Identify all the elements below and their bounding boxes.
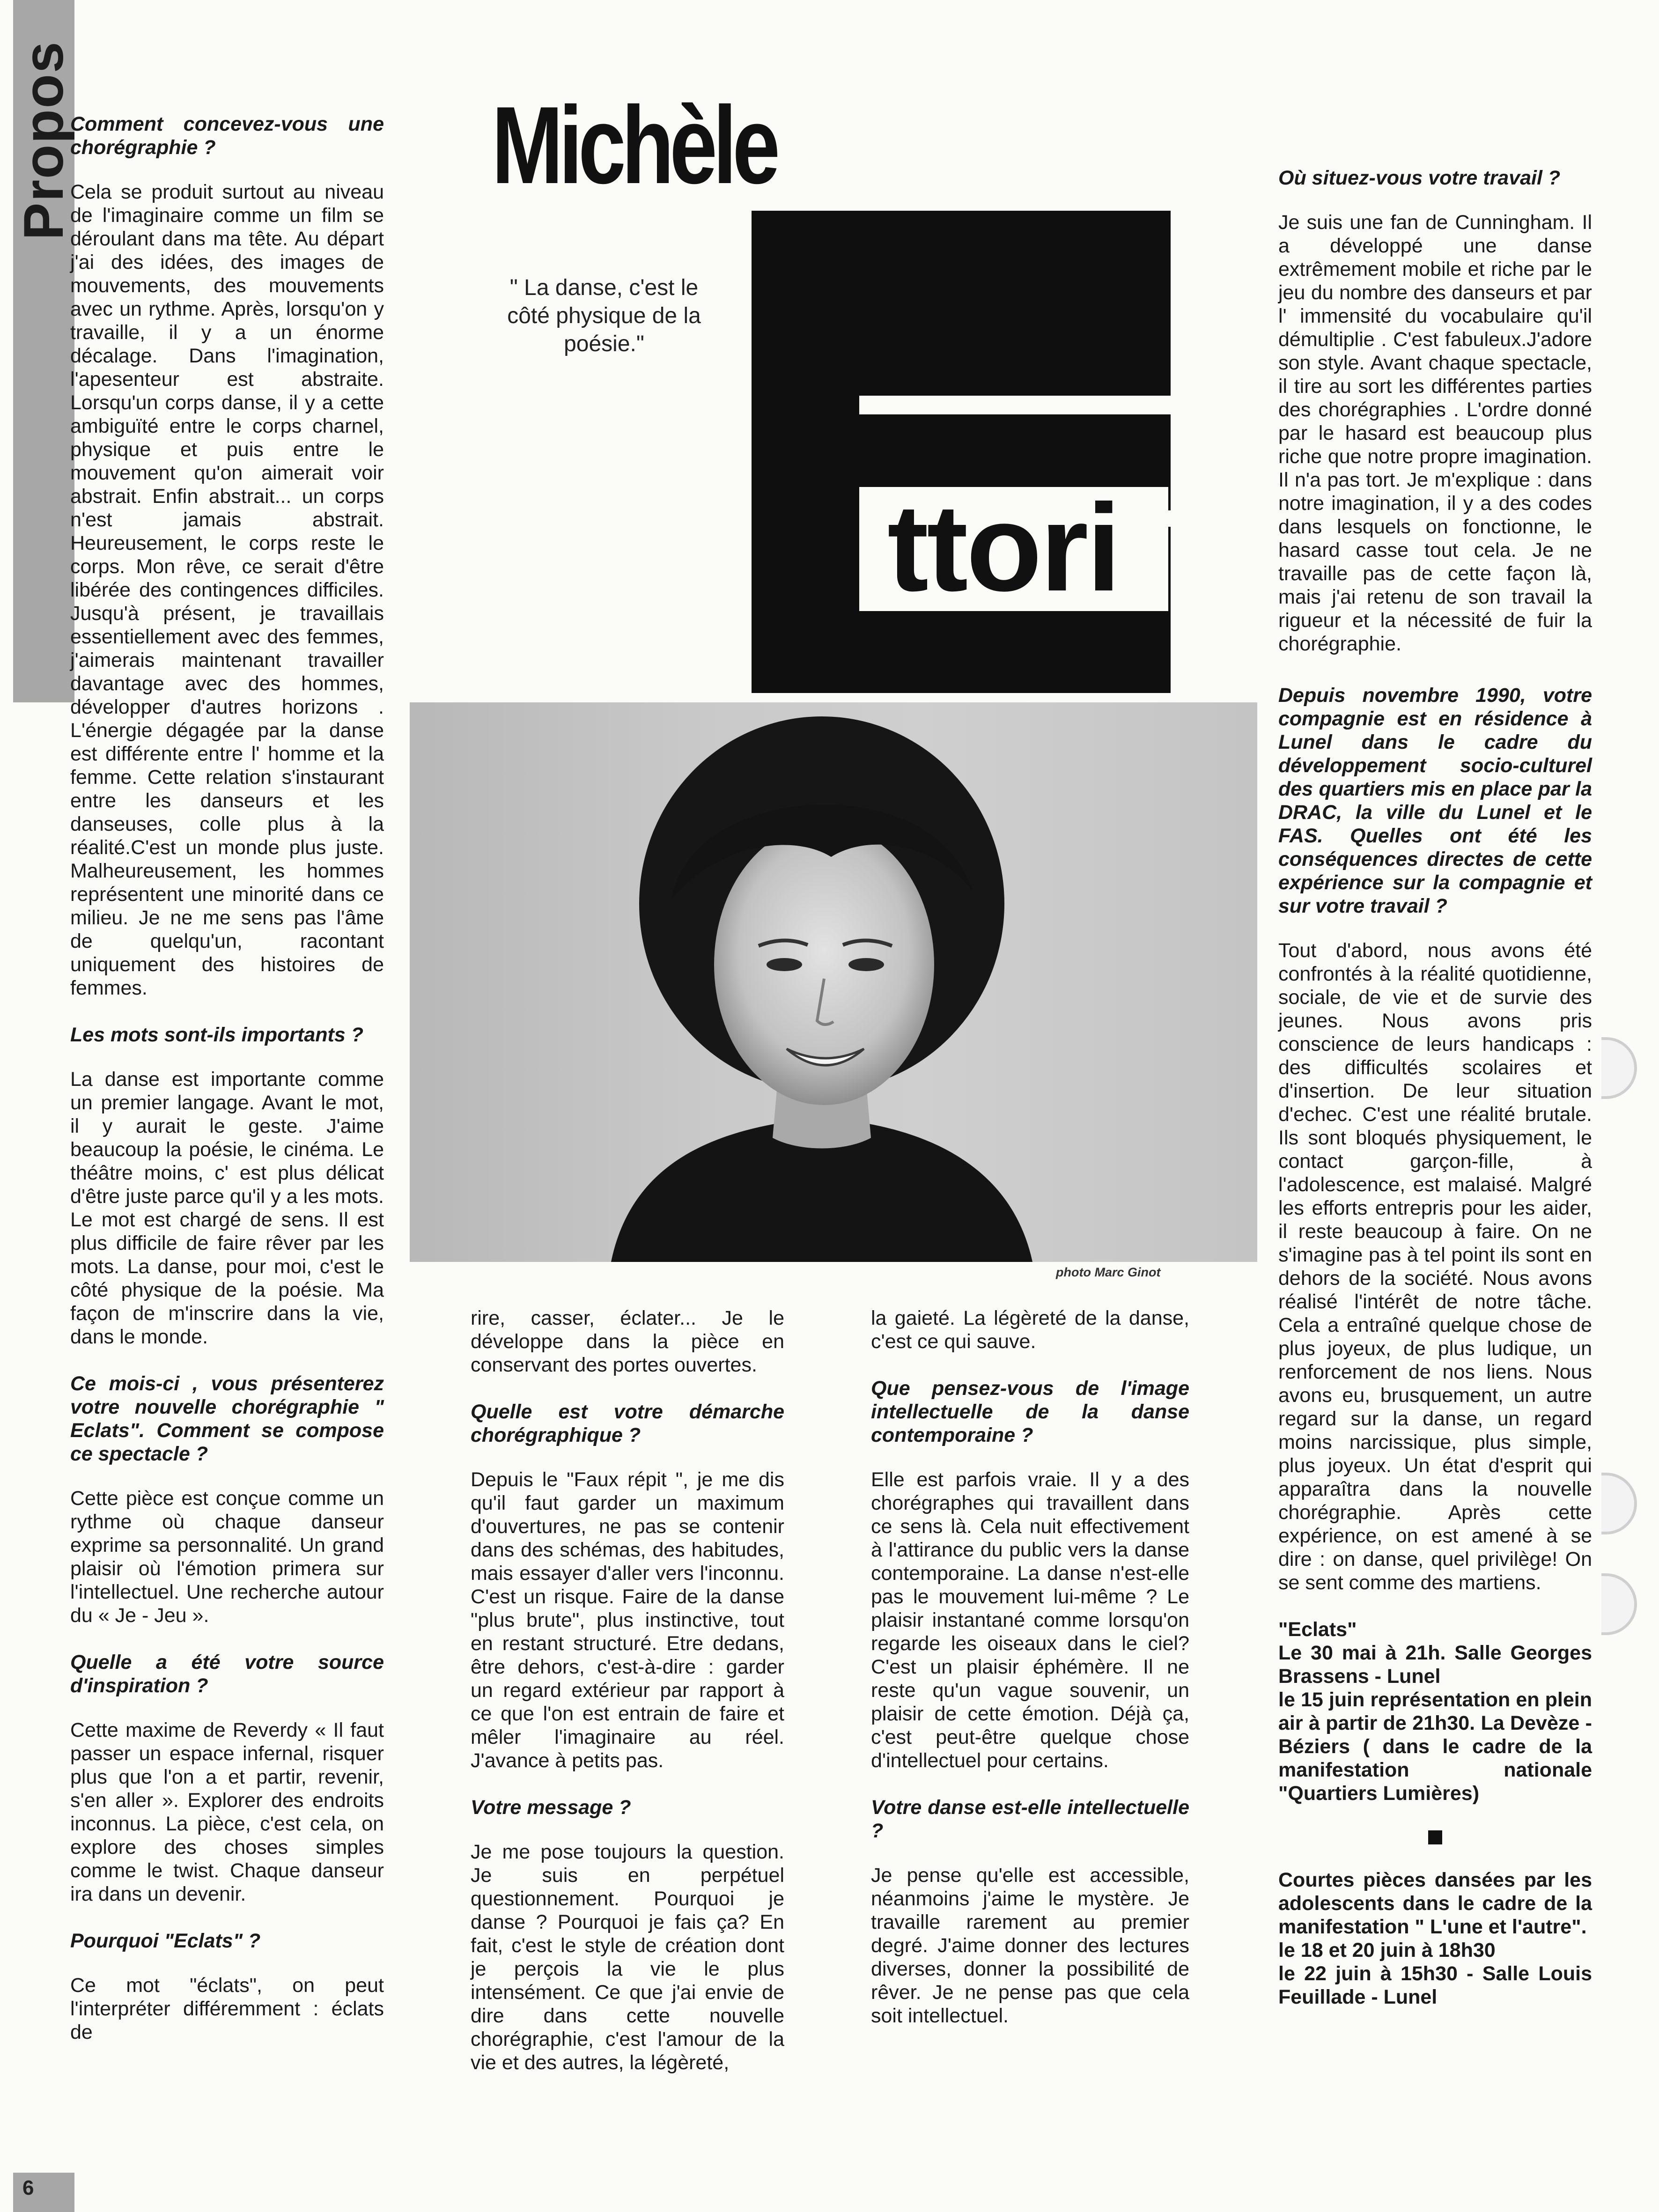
separator-square: [1278, 1826, 1592, 1850]
event-date-3: le 18 et 20 juin à 18h30: [1278, 1939, 1496, 1961]
event-date-2: le 15 juin représentation en plein air à partir de 21h30. La Devèze - Béziers ( dans le cadre de la manifestation nationale "Quartiers Lumières): [1278, 1688, 1592, 1805]
pull-quote: " La danse, c'est le côté physique de la poésie.": [507, 275, 701, 356]
question: Ce mois-ci , vous présenterez votre nouvelle chorégraphie " Eclats". Comment se compose ce spectacle ?: [70, 1372, 384, 1465]
answer: Je suis une fan de Cunningham. Il a développé une danse extrêmement mobile et riche par le jeu du nombre des danseurs et par l' immensité du vocabulaire qu'il démultiplie . C'est fabuleux.J'adore son style. Avant chaque spectacle, il tire au sort les différentes parties des chorégraphies . L'ordre donné par le hasard est beaucoup plus riche que notre propre imagination. Il n'a pas tort. Je m'explique : dans notre imagination, il y a des codes dans lesquels on fonctionne, le hasard casse tout cela. Je ne travaille pas de cette façon là, mais j'ai retenu de son travail la rigueur et la nécessité de fuir la chorégraphie.: [1278, 211, 1592, 655]
answer: Tout d'abord, nous avons été confrontés à la réalité quotidienne, sociale, de vie et de survie des jeunes. Nous avons pris conscience de leurs handicaps : des difficultés scolaires et d'insertion. De leur situation d'echec. C'est une réalité brutale. Ils sont bloqués physiquement, le contact garçon-fille, à l'adolescence, est malaisé. Malgré les efforts entrepris pour les aider, il reste beaucoup à faire. On ne s'imagine pas à tel point ils sont en dehors de la société. Nous avons réalisé l'intérêt de notre tâche. Cela a entraîné quelque chose de plus joyeux, de plus ludique, un renforcement de nos liens. Nous avons eu, brusquement, un autre regard sur la danse, un regard moins narcissique, plus simple, plus joyeux. Un état d'esprit qui apparaîtra dans la nouvelle chorégraphie. Après cette expérience, on est amené à se dire : on danse, quel privilège! On se sent comme des martiens.: [1278, 939, 1592, 1594]
page-number: 6: [13, 2173, 74, 2212]
binder-hole: [1601, 1037, 1637, 1099]
answer: rire, casser, éclater... Je le développe dans la pièce en conservant des portes ouvertes.: [471, 1307, 784, 1376]
question: Votre danse est-elle intellectuelle ?: [871, 1796, 1189, 1842]
section-label: Propos: [12, 41, 75, 240]
event-title: "Eclats": [1278, 1618, 1357, 1641]
question: Où situez-vous votre travail ?: [1278, 167, 1561, 189]
article-column-4: [1278, 166, 1592, 2009]
question: Votre message ?: [471, 1796, 631, 1819]
event-date-1: Le 30 mai à 21h. Salle Georges Brassens - Lunel: [1278, 1642, 1592, 1688]
question: Les mots sont-ils importants ?: [70, 1024, 363, 1046]
question: Depuis novembre 1990, votre compagnie est en résidence à Lunel dans le cadre du développement socio-culturel des quartiers mis en place par la DRAC, la ville du Lunel et le FAS. Quelles ont été les conséquences directes de cette expérience sur la compagnie et sur votre travail ?: [1278, 684, 1592, 917]
answer: Depuis le "Faux répit ", je me dis qu'il faut garder un maximum d'ouvertures, ne pas se contenir dans des schémas, des habitudes, mais essayer d'aller vers l'inconnu. C'est un risque. Faire de la danse "plus brute", plus instinctive, tout en restant structuré. Etre dedans, être dehors, c'est-à-dire : garder un regard extérieur par rapport à ce que l'on est entrain de faire et mêler l'imaginaire au réel. J'avance à petits pas.: [471, 1468, 784, 1772]
photo-credit: photo Marc Ginot: [1056, 1265, 1161, 1279]
answer: Cette pièce est conçue comme un rythme où chaque danseur exprime sa personnalité. Un grand plaisir où l'émotion primera sur l'intellectuel. Une recherche autour du « Je - Jeu ».: [70, 1487, 384, 1627]
article-column-1: [70, 112, 384, 2067]
question: Pourquoi "Eclats" ?: [70, 1930, 261, 1952]
answer: Je pense qu'elle est accessible, néanmoins j'aime le mystère. Je travaille rarement au premier degré. J'aime donner des lectures diverses, donner la possibilité de rêver. Je ne pense pas que cela soit intellectuel.: [871, 1864, 1189, 2027]
title-big-e: [752, 211, 1171, 693]
answer: La danse est importante comme un premier langage. Avant le mot, il y aurait le geste. J'aime beaucoup la poésie, le cinéma. Le théâtre moins, c' est plus délicat d'être juste parce qu'il y a les mots. Le mot est chargé de sens. Il est plus difficile de faire rêver par les mots. La danse, pour moi, c'est le côté physique de la poésie. Ma façon de m'inscrire dans la vie, dans le monde.: [70, 1068, 384, 1348]
title-last-name-rest: ttori: [887, 479, 1120, 617]
article-column-2: [471, 1306, 784, 2098]
question: Que pensez-vous de l'image intellectuelle de la danse contemporaine ?: [871, 1377, 1189, 1446]
answer: Je me pose toujours la question. Je suis en perpétuel questionnement. Pourquoi je danse ? Pourquoi je fais ça? En fait, c'est le style de création dont je perçois la vie le plus intensément. Ce que j'ai envie de dire dans cette nouvelle chorégraphie, c'est l'amour de la vie et des autres, la légèreté,: [471, 1841, 784, 2074]
article-column-3: [871, 1306, 1189, 2051]
portrait-photo: [410, 702, 1257, 1262]
question: Quelle est votre démarche chorégraphique ?: [471, 1401, 784, 1446]
event-description: Courtes pièces dansées par les adolescents dans le cadre de la manifestation " L'une et l'autre".: [1278, 1869, 1592, 1938]
answer: Ce mot "éclats", on peut l'interpréter différemment : éclats de: [70, 1974, 384, 2043]
binder-hole: [1601, 1573, 1637, 1635]
answer: Elle est parfois vraie. Il y a des chorégraphes qui travaillent dans ce sens là. Cela nuit effectivement à l'attirance du public vers la danse contemporaine. La danse n'est-elle pas le mouvement lui-même ? Le plaisir instantané comme lorsqu'on regarde les oiseaux dans le ciel? C'est un plaisir éphémère. Il ne reste qu'un vague souvenir, un plaisir de cette émotion. Déjà ça, c'est peut-être quelque chose d'intellectuel pour certains.: [871, 1468, 1189, 1772]
question: Quelle a été votre source d'inspiration ?: [70, 1651, 384, 1697]
answer: la gaieté. La légèreté de la danse, c'est ce qui sauve.: [871, 1307, 1189, 1353]
title-first-name: Michèle: [492, 83, 776, 206]
question: Comment concevez-vous une chorégraphie ?: [70, 113, 384, 159]
answer: Cela se produit surtout au niveau de l'imaginaire comme un film se déroulant dans ma tête. Au départ j'ai des idées, des images de mouvements, des mouvements avec un rythme. Après, lorsqu'on y travaille, il y a un énorme décalage. Dans l'imagination, l'apesenteur est abstraite. Lorsqu'un corps danse, il y a cette ambiguïté entre le corps charnel, physique et puis entre le mouvement qu'on aimerait voir abstrait. Enfin abstrait... un corps n'est jamais abstrait. Heureusement, le corps reste le corps. Mon rêve, ce serait d'être libérée des contingences difficiles. Jusqu'à présent, je travaillais essentiellement avec des femmes, j'aimerais maintenant travailler davantage avec des hommes, développer d'autres horizons . L'énergie dégagée par la danse est différente entre l' homme et la femme. Cette relation s'instaurant entre les danseurs et les danseuses, colle plus à la réalité.C'est un monde plus juste. Malheureusement, les hommes représentent une minorité dans ce milieu. Je ne me sens pas l'âme de quelqu'un, racontant uniquement des histoires de femmes.: [70, 181, 384, 999]
event-date-4: le 22 juin à 15h30 - Salle Louis Feuillade - Lunel: [1278, 1962, 1592, 2008]
answer: Cette maxime de Reverdy « Il faut passer un espace infernal, risquer plus que l'on a et partir, revenir, s'en aller ». Explorer des endroits inconnus. La pièce, c'est cela, on explore des choses simples comme le twist. Chaque danseur ira dans un devenir.: [70, 1719, 384, 1905]
binder-hole: [1601, 1473, 1637, 1534]
